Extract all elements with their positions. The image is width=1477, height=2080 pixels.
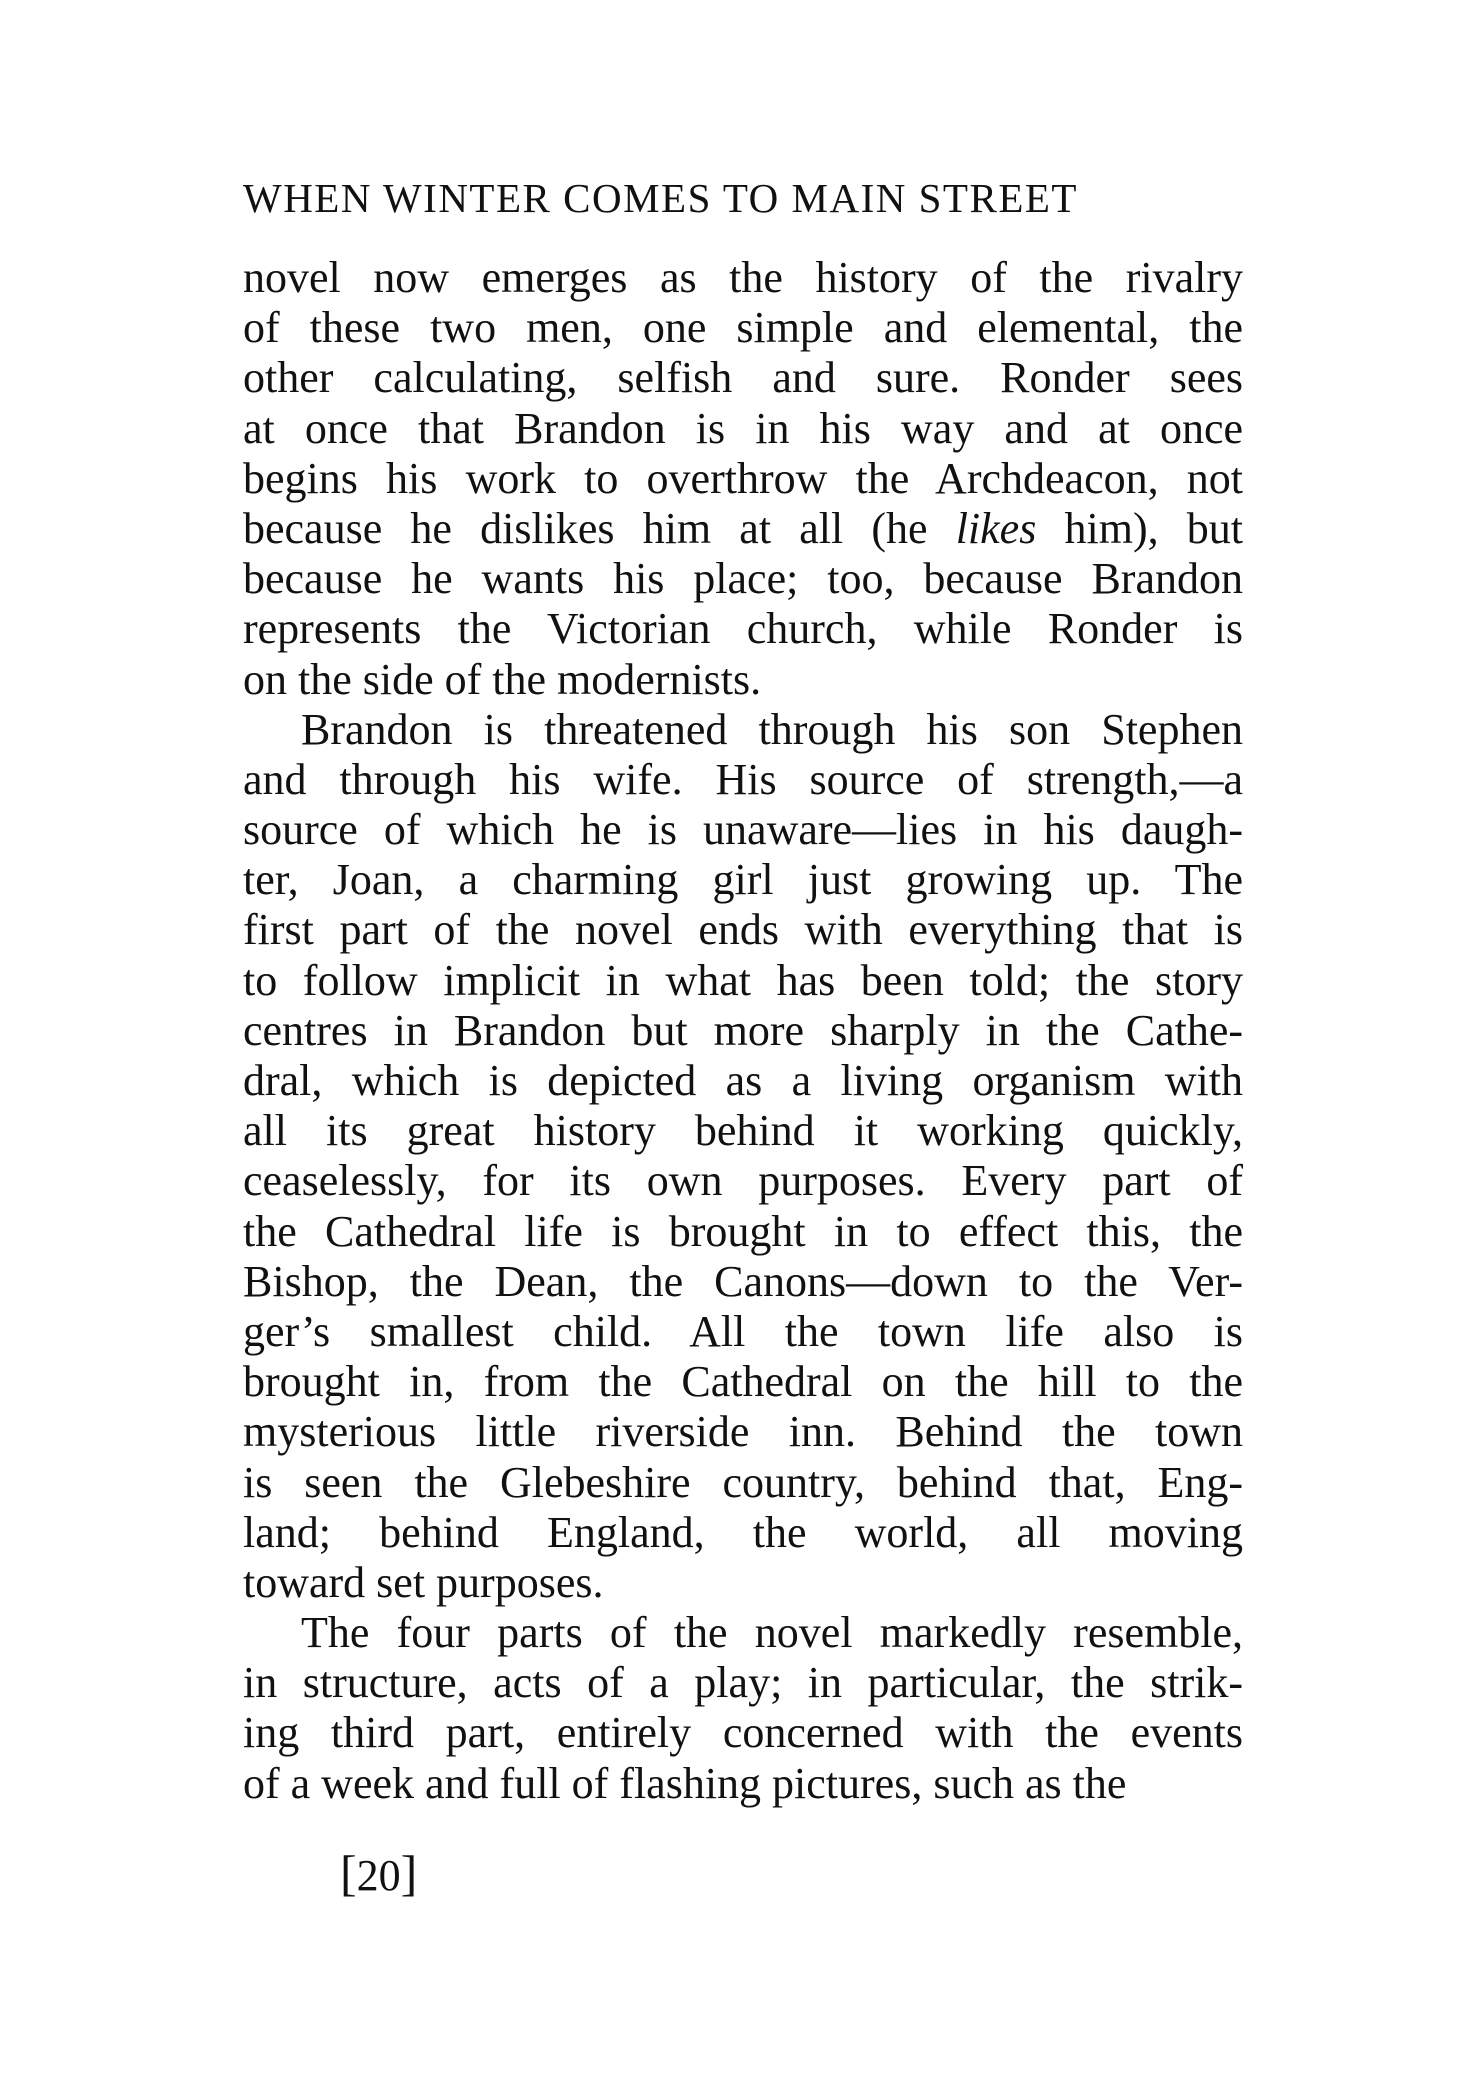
text-line: dral, which is depicted as a living organism with: [243, 1056, 1243, 1105]
text-line: on the side of the modernists.: [243, 654, 762, 704]
emphasis-run: likes: [955, 503, 1037, 553]
text-line: land; behind England, the world, all moving: [243, 1507, 1243, 1557]
body-text: [243, 253, 1243, 1809]
text-line: Bishop, the Dean, the Canons—down to the Ver-: [243, 1256, 1243, 1306]
text-line: other calculating, selfish and sure. Ronder sees: [243, 353, 1243, 403]
text-line: at once that Brandon is in his way and at once: [243, 403, 1243, 453]
folio-number: 20: [356, 1851, 401, 1900]
text-line: ter, Joan, a charming girl just growing up. The: [243, 855, 1243, 905]
text-line: because he wants his place; too, because Brandon: [243, 554, 1243, 604]
text-line: ger’s smallest child. All the town life also is: [243, 1306, 1243, 1356]
text-line: ceaselessly, for its own purposes. Every part of: [243, 1156, 1243, 1206]
text-line: first part of the novel ends with everything that is: [243, 905, 1243, 955]
text-run: him), but: [1036, 503, 1243, 553]
text-line: is seen the Glebeshire country, behind that, Eng-: [243, 1457, 1243, 1507]
text-line: the Cathedral life is brought in to effect this, the: [243, 1206, 1243, 1256]
text-line: represents the Victorian church, while Ronder is: [243, 604, 1243, 654]
folio-bracket-open: [: [340, 1845, 357, 1901]
running-head: WHEN WINTER COMES TO MAIN STREET: [243, 175, 1078, 221]
text-line: centres in Brandon but more sharply in the Cathe-: [243, 1005, 1243, 1055]
text-line: and through his wife. His source of strength,—a: [243, 754, 1243, 804]
text-line: all its great history behind it working quickly,: [243, 1106, 1243, 1156]
text-line: of these two men, one simple and elemental, the: [243, 303, 1243, 353]
text-line: Brandon is threatened through his son Stephen: [301, 704, 1243, 754]
text-line: begins his work to overthrow the Archdeacon, not: [243, 453, 1243, 503]
text-line: to follow implicit in what has been told; the story: [243, 955, 1243, 1005]
text-line: ing third part, entirely concerned with the events: [243, 1708, 1243, 1758]
text-line: of a week and full of flashing pictures, such as the: [243, 1758, 1127, 1808]
text-line: novel now emerges as the history of the rivalry: [243, 253, 1243, 302]
page-number: [340, 1845, 418, 1901]
text-run: because he dislikes him at all (he: [243, 503, 956, 553]
text-line: in structure, acts of a play; in particular, the strik-: [243, 1658, 1243, 1708]
text-line: brought in, from the Cathedral on the hill to the: [243, 1357, 1243, 1407]
text-line: source of which he is unaware—lies in his daugh-: [243, 805, 1243, 855]
text-line: The four parts of the novel markedly resemble,: [301, 1608, 1243, 1658]
folio-bracket-close: ]: [400, 1845, 418, 1901]
text-line: [243, 504, 1243, 554]
text-line: toward set purposes.: [243, 1557, 604, 1607]
text-line: mysterious little riverside inn. Behind the town: [243, 1407, 1243, 1457]
